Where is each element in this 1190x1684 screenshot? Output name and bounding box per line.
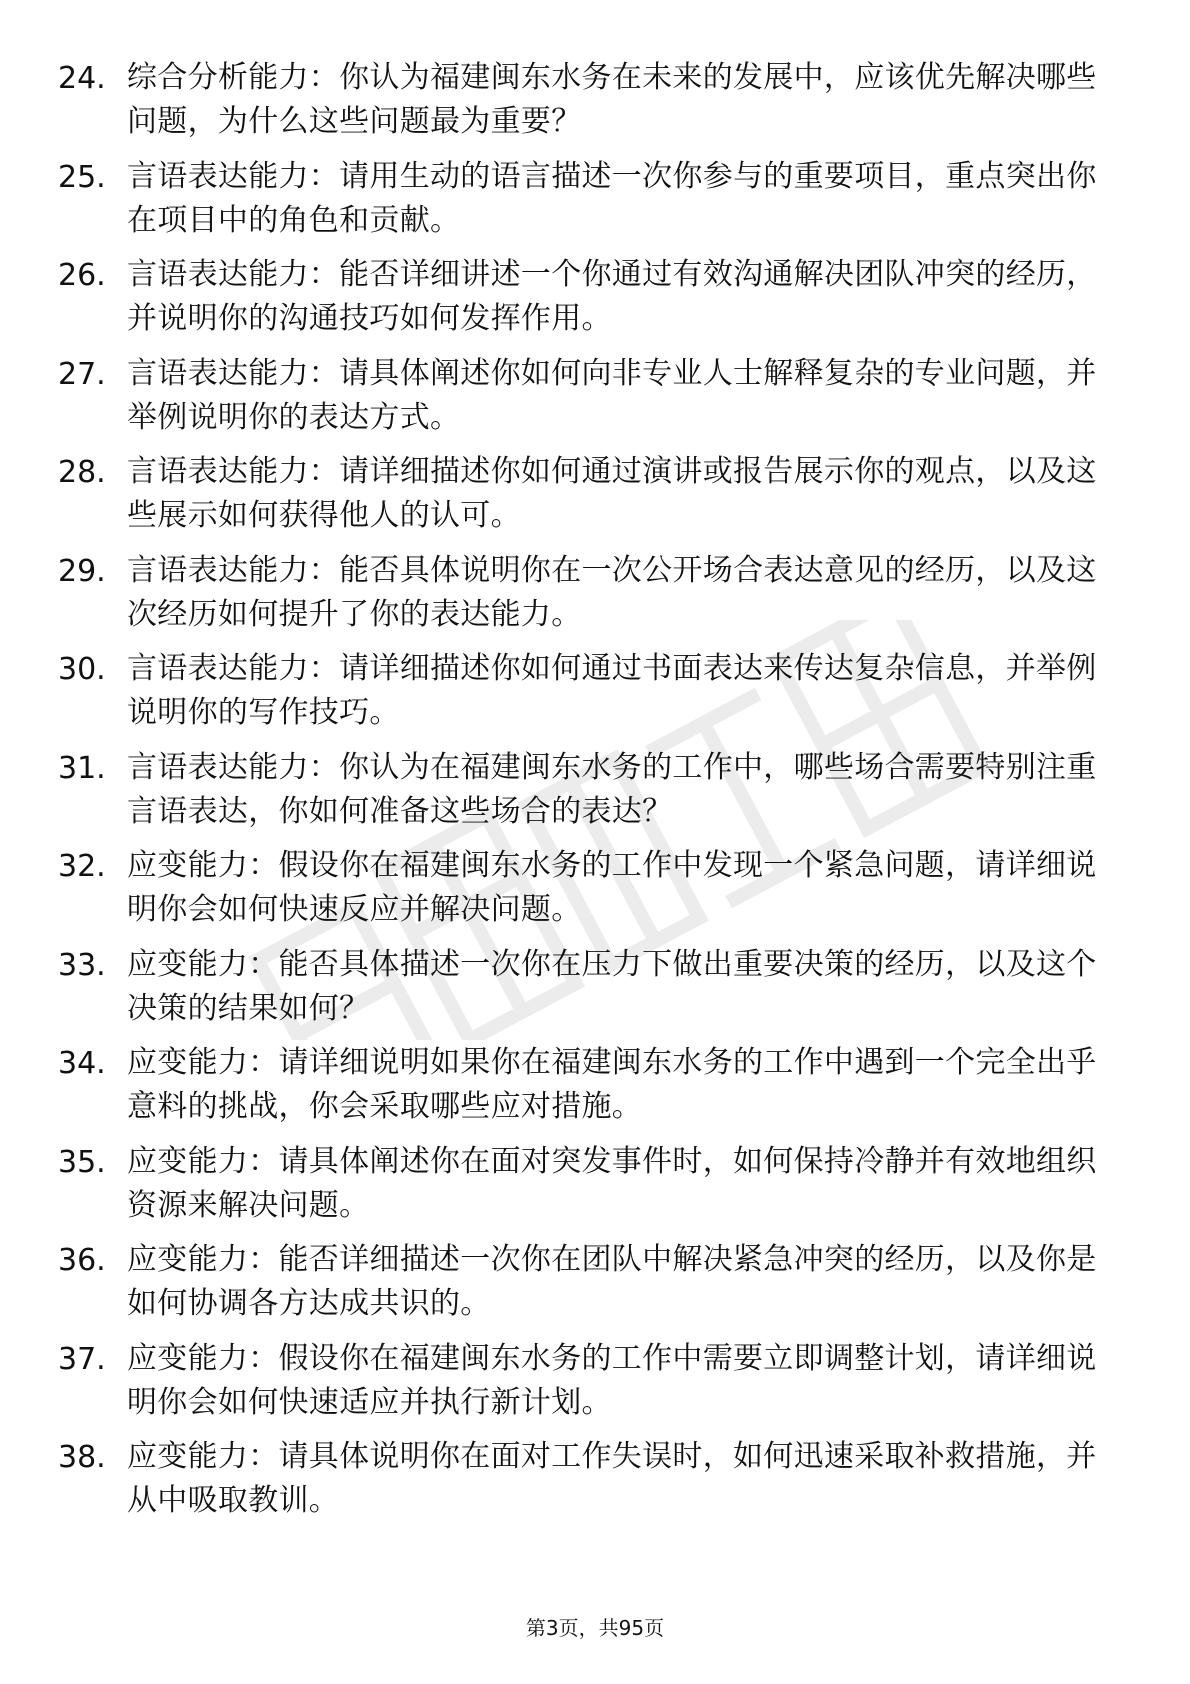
question-text: 应变能力：能否具体描述一次你在压力下做出重要决策的经历，以及这个决策的结果如何？ <box>127 946 1097 1026</box>
question-text: 言语表达能力：请详细描述你如何通过演讲或报告展示你的观点，以及这些展示如何获得他人的认可。 <box>127 454 1097 533</box>
question-number: 30. <box>58 652 106 687</box>
list-item <box>58 1041 1118 1140</box>
question-number: 24. <box>58 61 106 96</box>
question-text: 应变能力：假设你在福建闽东水务的工作中发现一个紧急问题，请详细说明你会如何快速反应并解决问题。 <box>127 848 1097 927</box>
question-list <box>58 56 1118 1534</box>
question-text: 言语表达能力：请用生动的语言描述一次你参与的重要项目，重点突出你在项目中的角色和贡献。 <box>127 158 1097 238</box>
page-number: 第3页，共95页 <box>525 1616 665 1640</box>
list-item <box>58 253 1118 352</box>
question-text: 应变能力：能否详细描述一次你在团队中解决紧急冲突的经历，以及你是如何协调各方达成共识的。 <box>127 1242 1097 1321</box>
list-item <box>58 56 1118 155</box>
list-item <box>58 352 1118 451</box>
question-number: 26. <box>58 258 106 293</box>
question-text: 言语表达能力：请具体阐述你如何向非专业人士解释复杂的专业问题，并举例说明你的表达方式。 <box>127 355 1097 435</box>
question-number: 25. <box>58 159 106 195</box>
list-item <box>58 450 1118 549</box>
question-text: 应变能力：请详细说明如果你在福建闽东水务的工作中遇到一个完全出乎意料的挑战，你会采取哪些应对措施。 <box>127 1045 1097 1124</box>
question-text: 综合分析能力：你认为福建闽东水务在未来的发展中，应该优先解决哪些问题，为什么这些问题最为重要？ <box>127 60 1097 139</box>
question-text: 言语表达能力：能否具体说明你在一次公开场合表达意见的经历，以及这次经历如何提升了你的表达能力。 <box>127 552 1097 632</box>
question-number: 28. <box>58 455 106 490</box>
list-item <box>58 1140 1118 1239</box>
question-text: 应变能力：请具体阐述你在面对突发事件时，如何保持冷静并有效地组织资源来解决问题。 <box>127 1143 1097 1223</box>
question-number: 32. <box>58 849 106 884</box>
question-text: 言语表达能力：你认为在福建闽东水务的工作中，哪些场合需要特别注重言语表达，你如何准备这些场合的表达？ <box>127 749 1097 829</box>
question-number: 38. <box>58 1440 106 1475</box>
question-text: 应变能力：假设你在福建闽东水务的工作中需要立即调整计划，请详细说明你会如何快速适应并执行新计划。 <box>127 1340 1097 1420</box>
list-item <box>58 1435 1118 1534</box>
question-number: 29. <box>58 553 106 589</box>
list-item <box>58 1238 1118 1337</box>
question-text: 言语表达能力：能否详细讲述一个你通过有效沟通解决团队冲突的经历，并说明你的沟通技巧如何发挥作用。 <box>127 257 1097 336</box>
question-number: 31. <box>58 750 106 786</box>
list-item <box>58 1337 1118 1436</box>
question-text: 言语表达能力：请详细描述你如何通过书面表达来传达复杂信息，并举例说明你的写作技巧。 <box>127 651 1097 730</box>
question-number: 33. <box>58 947 106 983</box>
list-item <box>58 746 1118 845</box>
question-number: 37. <box>58 1341 106 1377</box>
list-item <box>58 647 1118 746</box>
question-number: 36. <box>58 1243 106 1278</box>
list-item <box>58 549 1118 648</box>
question-text: 应变能力：请具体说明你在面对工作失误时，如何迅速采取补救措施，并从中吸取教训。 <box>127 1439 1097 1518</box>
list-item <box>58 844 1118 943</box>
question-number: 35. <box>58 1144 106 1180</box>
question-number: 34. <box>58 1046 106 1081</box>
list-item <box>58 155 1118 254</box>
question-number: 27. <box>58 356 106 392</box>
list-item <box>58 943 1118 1042</box>
